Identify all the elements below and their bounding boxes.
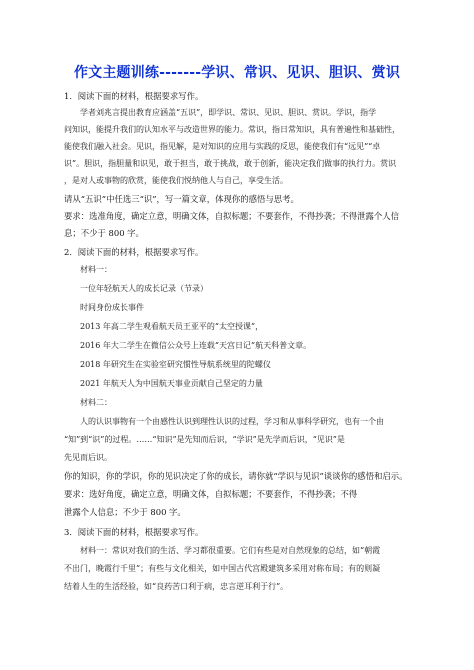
text-line-r2a: 你的知识，你的学识，你的见识决定了你的成长，请你就“学识与见识”谈谈你的感悟和启示。 [64,471,408,481]
text-line-m2b3: 先见而后识。 [64,453,112,462]
text-line-q3: 3．阅读下面的材料，根据要求写作。 [64,527,204,537]
text-line-m1d: 识”。胆识，指胆量和识见，敢于担当，敢于挑战，敢于创新，能决定我们做事的执行力。赏识 [64,159,397,168]
text-line-r2b: 要求：选好角度，确定立意，明确文体，自拟标题；不要套作，不得抄袭；不得 [64,489,358,499]
document-title: 作文主题训练-------学识、常识、见识、胆识、赏识 [73,65,401,81]
text-line-m2r2: 2016 年大二学生在微信公众号上连载“天宫日记”航天科普文章。 [80,341,312,350]
text-line-m2c: 时间身份成长事件 [80,303,144,312]
text-line-m2b1: 人的认识事物有一个由感性认识到理性认识的过程，学习和从事科学研究，也有一个由 [80,417,384,426]
text-line-m2r3: 2018 年研究生在实验室研究惯性导航系统里的陀螺仪 [80,360,271,369]
text-line-m1a: 学者刘兆言提出教育应涵盖“五识”，即学识、常识、见识、胆识、赏识。学识，指学 [80,108,377,117]
text-line-m2t: 一位年轻航天人的成长记录（节录） [80,284,208,293]
text-line-m3b: 不出门，晚霞行千里”；有些与文化相关，如中国古代宫殿建筑多采用对称布局；有的则凝 [64,564,381,573]
text-line-r2c: 泄露个人信息；不少于 800 字。 [64,507,186,517]
text-line-q2: 2．阅读下面的材料，根据要求写作。 [64,247,204,257]
text-line-m1e: ，是对人或事物的欣赏，能使我们悦纳他人与自己，享受生活。 [64,176,288,185]
text-line-r1c: 息；不少于 800 字。 [64,228,144,238]
text-line-m1b: 问知识，能提升我们的认知水平与改造世界的能力。常识，指日常知识，具有普遍性和基础性， [64,125,400,134]
text-line-m2h2: 材料二： [80,398,112,407]
text-line-r1b: 要求：选准角度，确定立意，明确文体，自拟标题；不要套作，不得抄袭；不得泄露个人信 [64,211,399,221]
text-line-m3a: 材料一：常识对我们的生活、学习都很重要。它们有些是对自然现象的总结，如“朝霞 [80,546,381,555]
text-line-m2r4: 2021 年航天人为中国航天事业贡献自己坚定的力量 [80,379,263,388]
text-line-m2h: 材料一： [80,265,112,274]
text-line-m2b2: “知”到“识”的过程。……“知识”是先知而后识，“学识”是先学而后识，“见识”是 [64,435,345,444]
text-line-q1: 1．阅读下面的材料，根据要求写作。 [64,91,204,101]
text-line-m2r1: 2013 年高二学生观看航天员王亚平的“太空授课”， [80,322,264,331]
text-line-r1a: 请从“五识”中任选三“识”，写一篇文章，体现你的感悟与思考。 [64,194,299,204]
text-line-m3c: 结着人生的生活经验，如“良药苦口利于病，忠言逆耳利于行”。 [64,582,289,591]
text-line-m1c: 能使我们融入社会。见识，指见解，是对知识的应用与实践的反思，能使我们有“远见”“卓 [64,142,381,151]
